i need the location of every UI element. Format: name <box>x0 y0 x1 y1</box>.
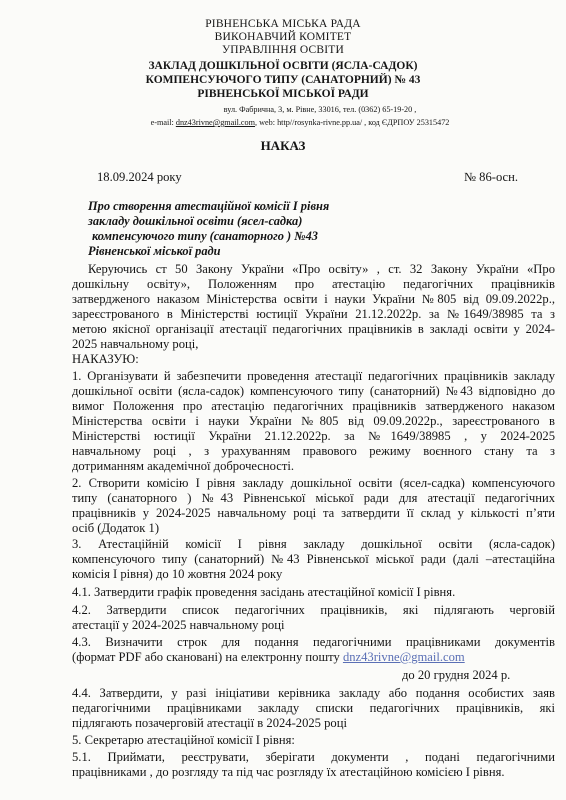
item1-line-2: дошкільної освіти (ясла-садок) компенсуючого типу (санаторний) №43 відповідно до <box>72 384 555 398</box>
item2-line-1: 2. Створити комісію І рівня закладу дошкільної освіти (ясел-садка) компенсуючого <box>72 476 555 490</box>
institution-name-line-2: КОМПЕНСУЮЧОГО ТИПУ (САНАТОРНИЙ) № 43 <box>145 74 421 86</box>
item43-deadline: до 20 грудня 2024 р. <box>402 668 511 682</box>
intro-line-6: 2025 навчальному році, <box>72 337 199 351</box>
item42-line-1: 4.2. Затвердити список педагогічних працівників, які підлягають черговій <box>72 603 555 617</box>
item1-line-5: Міністерстві юстиції України 21.12.2022р. за №1649/38985 , у 2024-2025 <box>72 429 555 443</box>
item1-line-3: вимог Положення про атестацію педагогічних працівників затвердженого наказом <box>72 399 555 413</box>
item43-email-link[interactable]: dnz43rivne@gmail.com <box>342 650 465 664</box>
institution-name-line-1: ЗАКЛАД ДОШКІЛЬНОЇ ОСВІТИ (ЯСЛА-САДОК) <box>148 60 418 72</box>
subject-line-1: Про створення атестаційної комісії І рівня <box>88 199 330 213</box>
item2-line-4: осіб (Додаток 1) <box>72 521 160 535</box>
department-name: УПРАВЛІННЯ ОСВІТИ <box>221 44 345 56</box>
item42-line-2: атестації у 2024-2025 навчальному році <box>72 618 285 632</box>
order-title: НАКАЗ <box>260 138 306 153</box>
item43-line-2 <box>72 650 465 664</box>
item3-line-2: компенсуючого типу (санаторний) №43 Рівненської міської ради (далі –атестаційна <box>72 552 555 566</box>
subject-line-4: Рівненської міської ради <box>88 244 221 258</box>
item3-line-1: 3. Атестаційній комісії І рівня закладу дошкільної освіти (ясла-садок) <box>72 537 555 551</box>
intro-line-3: затвердженого наказом Міністерства освіти і науки України №805 від 09.09.2022р., <box>72 292 555 306</box>
item41-line: 4.1. Затвердити графік проведення засідань атестаційної комісії І рівня. <box>72 585 456 599</box>
order-number: № 86-осн. <box>464 170 519 184</box>
institution-name-line-3: РІВНЕНСЬКОЇ МІСЬКОЇ РАДИ <box>197 88 369 100</box>
item44-line-2: педагогічними працівниками закладу списки педагогічних працівників, які <box>72 701 555 715</box>
web-and-code: , web: http//rosynka-rivne.pp.ua/ , код ЄДРПОУ 25315472 <box>255 118 450 127</box>
item44-line-1: 4.4. Затвердити, у разі ініціативи керівника закладу або подання особистих заяв <box>72 686 555 700</box>
intro-line-5: метою якісної організації атестації педагогічних працівників в закладі освіти у 2024- <box>72 322 555 336</box>
item1-line-4: Міністерства освіти і науки України №805 від 09.09.2022р., зареєстрованого в <box>72 414 555 428</box>
item2-line-2: типу (санаторного ) №43 Рівненської міської ради для атестації педагогічних <box>72 491 555 505</box>
item1-line-1: 1. Організувати й забезпечити проведення атестації педагогічних працівників закладу <box>72 369 555 383</box>
item1-line-7: дотриманням академічної доброчесності. <box>72 459 294 473</box>
intro-line-2: дошкільну освіту», Положенням про атестацію педагогічних працівників <box>72 277 555 291</box>
item43-line-1: 4.3. Визначити строк для подання педагогічними працівниками документів <box>72 635 555 649</box>
item43-text: (формат PDF або скановані) на електронну пошту <box>72 650 343 664</box>
intro-line-4: зареєстрованого в Міністерстві юстиції України 21.12.2022р. за №1649/38985 та з <box>72 307 555 321</box>
address-line: вул. Фабрична, 3, м. Рівне, 33016, тел. (0362) 65-19-20 , <box>223 105 417 114</box>
contact-line <box>40 117 560 129</box>
header-email-link[interactable]: dnz43rivne@gmail.com <box>175 118 256 127</box>
order-date: 18.09.2024 року <box>97 170 182 184</box>
item2-line-3: працівників у 2024-2025 навчальному році та затвердити її склад у кількості п’яти <box>72 506 555 520</box>
item3-line-3: комісія І рівня) до 10 жовтня 2024 року <box>72 567 283 581</box>
intro-line-1: Керуючись ст 50 Закону України «Про освіту» , ст. 32 Закону України «Про <box>88 262 555 276</box>
item51-line-2: працівниками , до розгляду та під час розгляду їх атестаційною комісією І рівня. <box>72 765 505 779</box>
orders-label: НАКАЗУЮ: <box>72 352 139 366</box>
item44-line-3: підлягають позачерговій атестації в 2024-2025 році <box>72 716 347 730</box>
item5-line: 5. Секретарю атестаційної комісії І рівня: <box>72 733 295 747</box>
council-name: РІВНЕНСЬКА МІСЬКА РАДА <box>205 18 361 30</box>
subject-line-2: закладу дошкільної освіти (ясел-садка) <box>88 214 303 228</box>
item1-line-6: навчальному році , з урахуванням правового режиму воєнного стану та з <box>72 444 555 458</box>
subject-line-3: компенсуючого типу (санаторного ) №43 <box>92 229 319 243</box>
item51-line-1: 5.1. Приймати, реєструвати, зберігати документи , подані педагогічними <box>72 750 555 764</box>
committee-name: ВИКОНАВЧИЙ КОМІТЕТ <box>214 31 352 43</box>
email-label: e-mail: <box>150 118 174 127</box>
